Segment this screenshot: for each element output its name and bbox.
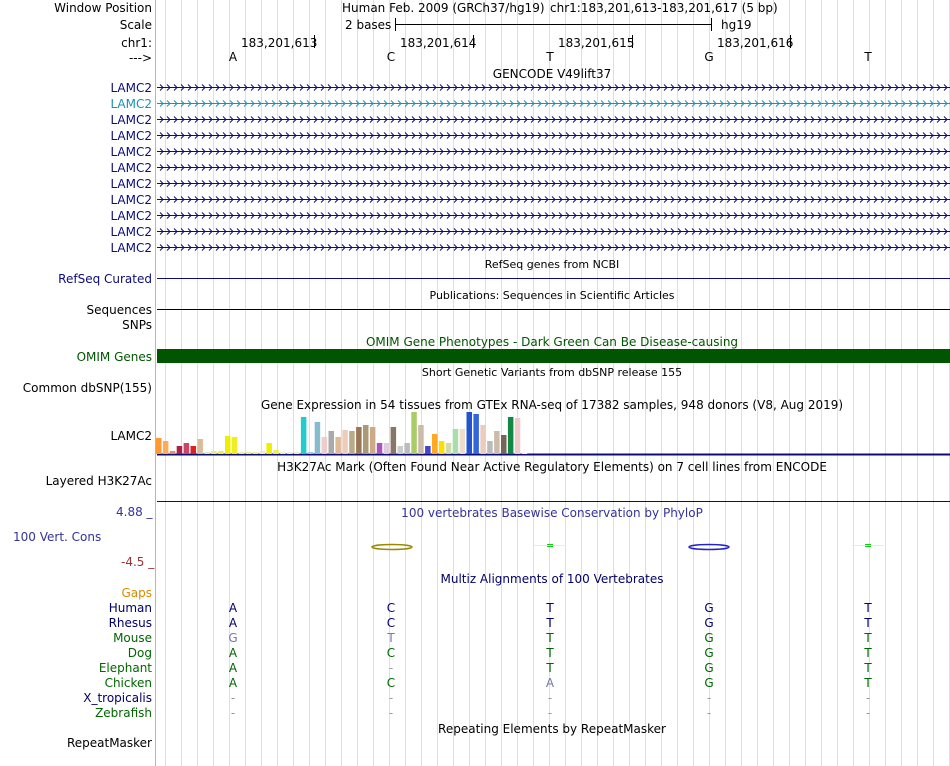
gencode-gene-label[interactable]: LAMC2	[110, 225, 152, 239]
gtex-tissue-bar	[515, 418, 521, 454]
h3k27ac-label[interactable]: Layered H3K27Ac	[45, 474, 152, 488]
aligned-base: G	[704, 661, 714, 675]
gtex-tissue-bar	[156, 438, 162, 454]
h3k27ac-title: H3K27Ac Mark (Often Found Near Active Regulatory Elements) on 7 cell lines from ENCODE	[277, 460, 827, 474]
gtex-tissue-bar	[446, 443, 452, 454]
coord-1: 183,201,613	[241, 36, 318, 50]
gencode-transcript	[157, 229, 950, 235]
multiz-title: Multiz Alignments of 100 Vertebrates	[440, 572, 664, 586]
scale-label: Scale	[119, 18, 152, 32]
ref-base: A	[228, 50, 238, 64]
dbsnp-label[interactable]: Common dbSNP(155)	[22, 381, 152, 395]
species-label[interactable]: Chicken	[104, 676, 152, 690]
gencode-transcript	[157, 117, 950, 123]
gencode-transcript	[157, 213, 950, 219]
species-label[interactable]: Zebrafish	[95, 706, 152, 720]
gtex-tissue-bar	[253, 452, 259, 454]
gencode-gene-label[interactable]: LAMC2	[110, 161, 152, 175]
gtex-tissue-bar	[232, 437, 238, 454]
gtex-tissue-bar	[197, 439, 203, 454]
species-label[interactable]: X_tropicalis	[83, 691, 152, 705]
gtex-tissue-bar	[522, 452, 528, 454]
gtex-tissue-bar	[460, 429, 466, 454]
gtex-tissue-bar	[184, 443, 190, 454]
gtex-tissue-bar	[411, 412, 417, 454]
publications-label[interactable]: Sequences	[86, 303, 152, 317]
gtex-tissue-bar	[322, 437, 328, 454]
gtex-tissue-bar	[335, 437, 341, 454]
aligned-base: A	[228, 646, 238, 660]
gencode-gene-label[interactable]: LAMC2	[110, 177, 152, 191]
gtex-tissue-bar	[315, 422, 321, 454]
gtex-tissue-bar	[349, 431, 355, 454]
gtex-tissue-bar	[294, 452, 300, 454]
gencode-transcript	[157, 197, 950, 203]
gencode-transcript	[157, 181, 950, 187]
species-label[interactable]: Dog	[127, 646, 152, 660]
gtex-tissue-bar	[329, 431, 335, 454]
gtex-tissue-bar	[418, 425, 424, 454]
gencode-gene-label[interactable]: LAMC2	[110, 113, 152, 127]
gtex-tissue-bar	[370, 427, 376, 454]
cons-title: 100 vertebrates Basewise Conservation by PhyloP	[401, 506, 703, 520]
phylop-score	[689, 545, 729, 550]
aligned-base: T	[864, 601, 872, 615]
gtex-tissue-bar	[453, 429, 459, 454]
aligned-base: G	[228, 631, 238, 645]
cons-max-label: 4.88 _	[116, 505, 153, 519]
gtex-tissue-bar	[204, 452, 210, 454]
gtex-tissue-bar	[273, 450, 279, 454]
gtex-tissue-bar	[487, 441, 493, 454]
gtex-tissue-bar	[356, 427, 362, 454]
gtex-tissue-bar	[501, 435, 507, 454]
aligned-base: C	[386, 646, 396, 660]
aligned-base: -	[388, 661, 394, 675]
gtex-tissue-bar	[177, 446, 183, 454]
aligned-base: T	[864, 646, 872, 660]
gencode-transcript	[157, 101, 950, 107]
gtex-tissue-bar	[384, 443, 390, 454]
aligned-base: C	[386, 676, 396, 690]
phylop-score	[372, 545, 412, 550]
gencode-gene-label[interactable]: LAMC2	[110, 145, 152, 159]
gtex-tissue-bar	[218, 451, 224, 454]
gtex-tissue-bar	[439, 441, 445, 454]
gtex-tissue-bar	[239, 452, 245, 454]
aligned-base: G	[704, 631, 714, 645]
ref-base: C	[386, 50, 396, 64]
aligned-base: -	[706, 691, 712, 705]
aligned-base: T	[864, 631, 872, 645]
aligned-base: A	[228, 601, 238, 615]
aligned-base: -	[388, 691, 394, 705]
dbsnp-title: Short Genetic Variants from dbSNP release 155	[421, 366, 683, 379]
coord-2: 183,201,614	[400, 36, 477, 50]
aligned-base: G	[704, 646, 714, 660]
gencode-gene-label[interactable]: LAMC2	[110, 209, 152, 223]
gencode-gene-label[interactable]: LAMC2	[110, 129, 152, 143]
aligned-base: -	[706, 706, 712, 720]
window-position-label: Window Position	[54, 1, 152, 15]
aligned-base: T	[546, 661, 554, 675]
aligned-base: A	[228, 661, 238, 675]
scale-text: 2 bases	[345, 18, 392, 32]
species-label[interactable]: Human	[108, 601, 152, 615]
aligned-base: T	[546, 616, 554, 630]
gencode-gene-label[interactable]: LAMC2	[110, 81, 152, 95]
species-label[interactable]: Rhesus	[108, 616, 152, 630]
gtex-tissue-bar	[211, 451, 217, 454]
gtex-label[interactable]: LAMC2	[110, 429, 152, 443]
snps-label[interactable]: SNPs	[122, 318, 152, 332]
position-title: chr1:183,201,613-183,201,617 (5 bp)	[550, 1, 778, 15]
gtex-tissue-bar	[163, 441, 169, 454]
strand-arrow-label: --->	[128, 51, 152, 65]
gtex-tissue-bar	[480, 425, 486, 454]
gtex-tissue-bar	[425, 446, 431, 454]
species-label[interactable]: Mouse	[113, 631, 152, 645]
gtex-tissue-bar	[308, 452, 314, 454]
gtex-tissue-bar	[260, 451, 266, 454]
chrom-label: chr1:	[121, 36, 152, 50]
gencode-transcript	[157, 165, 950, 171]
aligned-base: T	[546, 601, 554, 615]
aligned-base: A	[545, 676, 555, 690]
gtex-tissue-bar	[398, 446, 404, 454]
gencode-transcript	[157, 85, 950, 91]
gencode-gene-label[interactable]: LAMC2	[110, 97, 152, 111]
aligned-base: -	[388, 706, 394, 720]
gencode-transcript	[157, 149, 950, 155]
gtex-tissue-bar	[404, 443, 410, 454]
gtex-tissue-bar	[342, 430, 348, 454]
gtex-tissue-bar	[377, 443, 383, 454]
ref-base: T	[864, 50, 872, 64]
publications-title: Publications: Sequences in Scientific Articles	[429, 289, 675, 302]
gencode-title: GENCODE V49lift37	[492, 67, 612, 81]
aligned-base: T	[546, 646, 554, 660]
aligned-base: G	[704, 601, 714, 615]
cons-label[interactable]: 100 Vert. Cons	[13, 530, 102, 544]
aligned-base: T	[864, 616, 872, 630]
repeatmasker-label[interactable]: RepeatMasker	[66, 736, 152, 750]
scale-db: hg19	[721, 18, 752, 32]
aligned-base: -	[547, 706, 553, 720]
gtex-tissue-bar	[246, 452, 252, 454]
gtex-tissue-bar	[191, 446, 197, 454]
gtex-tissue-bar	[280, 452, 286, 454]
aligned-base: G	[704, 616, 714, 630]
gtex-tissue-bar	[287, 452, 293, 454]
coord-3: 183,201,615	[558, 36, 635, 50]
aligned-base: G	[704, 676, 714, 690]
aligned-base: T	[546, 631, 554, 645]
gtex-tissue-bar	[363, 425, 369, 454]
gtex-title: Gene Expression in 54 tissues from GTEx RNA-seq of 17382 samples, 948 donors (V8, Aug 2019)	[260, 398, 844, 412]
omim-title: OMIM Gene Phenotypes - Dark Green Can Be Disease-causing	[365, 335, 739, 349]
gtex-tissue-bar	[508, 417, 514, 454]
gencode-transcript	[157, 133, 950, 139]
refseq-label[interactable]: RefSeq Curated	[58, 272, 152, 286]
gencode-transcript	[157, 245, 950, 251]
gtex-tissue-bar	[467, 412, 473, 454]
gtex-tissue-bar	[225, 436, 231, 454]
aligned-base: T	[864, 661, 872, 675]
cons-min-label: -4.5 _	[121, 555, 155, 569]
gtex-tissue-bar	[391, 427, 397, 454]
aligned-base: -	[230, 706, 236, 720]
gtex-tissue-bar	[301, 417, 307, 454]
aligned-base: -	[865, 706, 871, 720]
aligned-base: -	[547, 691, 553, 705]
aligned-base: T	[387, 631, 395, 645]
ref-base: T	[546, 50, 554, 64]
gencode-gene-label[interactable]: LAMC2	[110, 193, 152, 207]
coord-4: 183,201,616	[717, 36, 794, 50]
gencode-gene-label[interactable]: LAMC2	[110, 241, 152, 255]
gtex-tissue-bar	[266, 443, 272, 454]
gaps-label: Gaps	[121, 586, 152, 600]
gtex-tissue-bar	[494, 431, 500, 454]
aligned-base: -	[865, 691, 871, 705]
ref-base: G	[704, 50, 714, 64]
gtex-tissue-bar	[432, 434, 438, 454]
gtex-tissue-bar	[170, 451, 176, 454]
aligned-base: A	[228, 616, 238, 630]
aligned-base: A	[228, 676, 238, 690]
gtex-tissue-bar	[473, 414, 479, 454]
assembly-title: Human Feb. 2009 (GRCh37/hg19)	[342, 1, 545, 15]
aligned-base: -	[230, 691, 236, 705]
aligned-base: T	[864, 676, 872, 690]
species-label[interactable]: Elephant	[98, 661, 152, 675]
aligned-base: C	[386, 616, 396, 630]
refseq-title: RefSeq genes from NCBI	[484, 258, 620, 271]
omim-label[interactable]: OMIM Genes	[76, 350, 152, 364]
aligned-base: C	[386, 601, 396, 615]
repeatmasker-title: Repeating Elements by RepeatMasker	[438, 722, 666, 736]
